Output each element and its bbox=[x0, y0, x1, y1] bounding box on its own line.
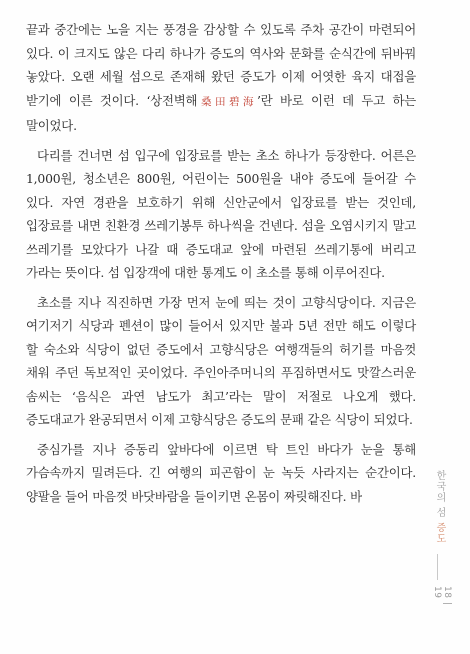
margin-divider bbox=[437, 554, 438, 580]
page-number: 18 | 19 bbox=[432, 586, 452, 606]
series-title: 한국의 섬 bbox=[434, 470, 445, 519]
hanja-annotation: 桑田碧海 bbox=[197, 95, 257, 108]
paragraph-2: 다리를 건너면 섬 입구에 입장료를 받는 초소 하나가 등장한다. 어른은 1,000원, 청소년은 800원, 어린이는 500원을 내야 증도에 들어갈 수 있다. 자연 경관을 보호하기 위해 신안군에서 입장료를 받는 것인데, 입장료를 내면 친환경 쓰레기봉투 하나씩을 건넨다. 섬을 오염시키지 말고 쓰레기를 모았다가 나갈 때 증도대교 앞에 마련된 쓰레기통에 버리고 가라는 뜻이다. 섬 입장객에 대한 통계도 이 초소를 통해 이루어진다. bbox=[26, 147, 416, 280]
paragraph-3: 초소를 지나 직진하면 가장 먼저 눈에 띄는 것이 고향식당이다. 지금은 여기저기 식당과 펜션이 많이 들어서 있지만 불과 5년 전만 해도 이렇다 할 숙소와 식당이 없던 증도에서 고향식당은 여행객들의 허기를 마음껏 채워 주던 독보적인 곳이었다. 주인아주머니의 푸짐하면서도 맛깔스러운 솜씨는 ‘음식은 과연 남도가 최고’라는 말이 저절로 나오게 했다. 증도대교가 완공되면서 이제 고향식당은 증도의 문패 같은 식당이 되었다. bbox=[26, 294, 416, 427]
page-margin-info bbox=[432, 470, 460, 620]
island-name: 증도 bbox=[434, 522, 445, 545]
body-text bbox=[26, 18, 416, 508]
paragraph-1-text-after: ’란 바로 이런 데 두고 하는 말이었다. bbox=[26, 92, 416, 133]
paragraph-4: 중심가를 지나 증동리 앞바다에 이르면 탁 트인 바다가 눈을 통해 가슴속까지 밀려든다. 긴 여행의 피곤함이 눈 녹듯 사라지는 순간이다. 양팔을 들어 마음껏 바닷바람을 들이키면 온몸이 짜릿해진다. 바 bbox=[26, 441, 416, 504]
running-title bbox=[432, 470, 447, 544]
paragraph-1 bbox=[26, 18, 416, 138]
paragraph-1-text-before: 끝과 중간에는 노을 지는 풍경을 감상할 수 있도록 주차 공간이 마련되어 있다. 이 크지도 않은 다리 하나가 증도의 역사와 문화를 순식간에 뒤바꿔 놓았다. 오랜 세월 섬으로 존재해 왔던 증도가 이제 어엿한 육지 대접을 받기에 이른 것이다. ‘상전벽해 bbox=[26, 22, 416, 108]
